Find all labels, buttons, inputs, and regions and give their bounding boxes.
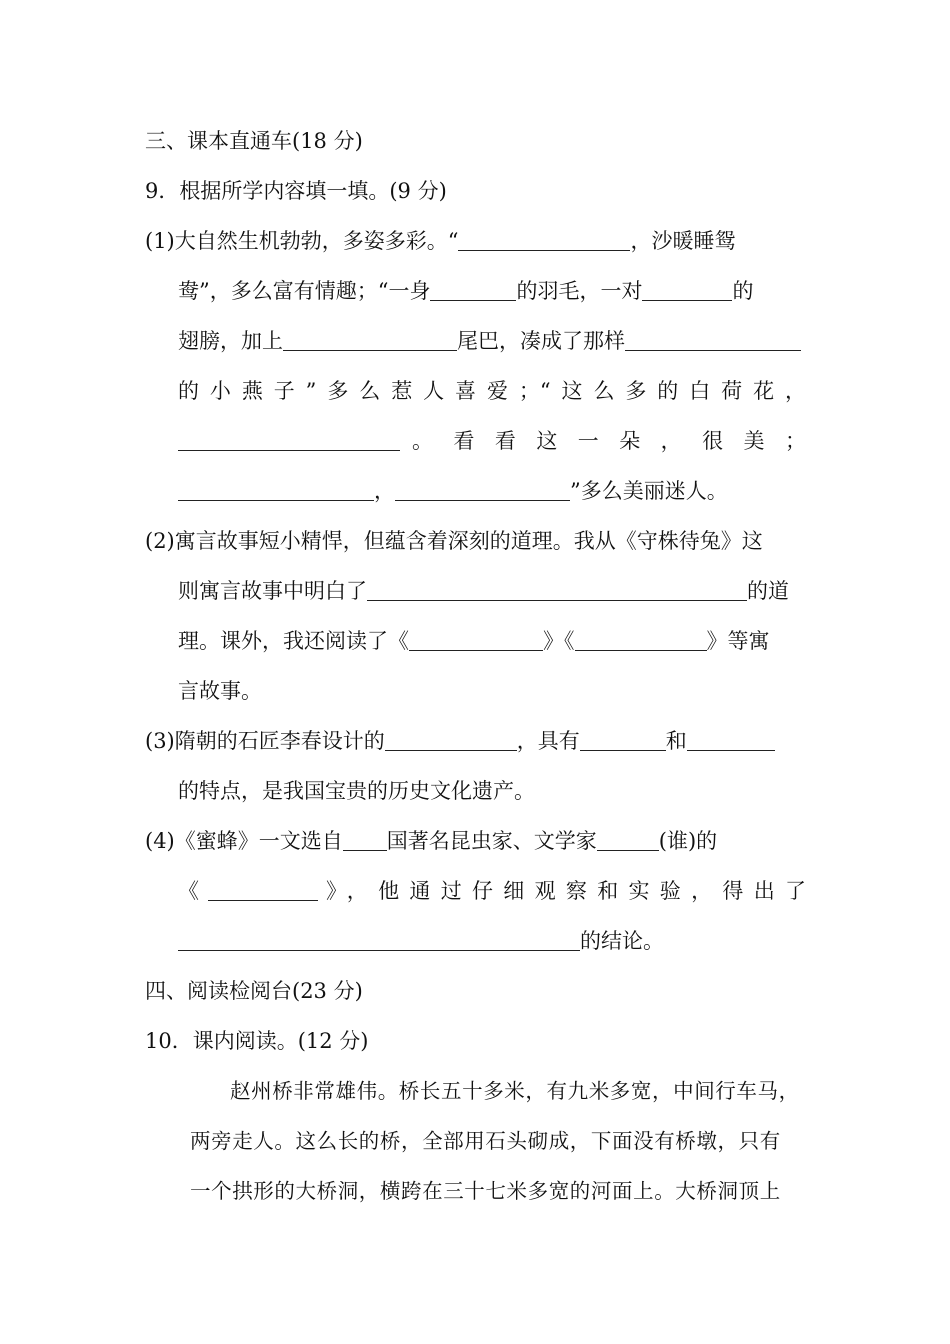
text: 的结论。 bbox=[580, 929, 664, 953]
answer-blank[interactable] bbox=[625, 328, 801, 351]
text: 》等寓 bbox=[706, 629, 770, 653]
answer-blank[interactable] bbox=[178, 928, 580, 951]
text: (1)大自然生机勃勃，多姿多彩。“ bbox=[145, 229, 459, 253]
text: 的 bbox=[732, 279, 754, 303]
q9-part2-line4: 言故事。 bbox=[178, 679, 262, 703]
text: 理。课外，我还阅读了《 bbox=[178, 629, 409, 653]
section-3-title: 三、课本直通车(18 分) bbox=[145, 129, 363, 153]
q10-header: 10．课内阅读。(12 分) bbox=[145, 1029, 369, 1053]
answer-blank[interactable] bbox=[642, 278, 732, 301]
q9-part1-line3 bbox=[178, 327, 801, 355]
q9-part1-line1 bbox=[145, 227, 735, 255]
passage-line-2: 两旁走人。这么长的桥，全部用石头砌成，下面没有桥墩，只有 bbox=[190, 1129, 781, 1153]
text: (谁)的 bbox=[658, 829, 718, 853]
text: (4)《蜜蜂》一文选自 bbox=[145, 829, 343, 853]
text: 的羽毛，一对 bbox=[516, 279, 643, 303]
q9-part4-line2-blank bbox=[208, 877, 318, 905]
answer-blank[interactable] bbox=[208, 878, 318, 901]
text: 》《 bbox=[543, 629, 575, 653]
q9-part2-line2 bbox=[178, 577, 789, 605]
q9-part1-line5 bbox=[178, 427, 400, 455]
text: ， bbox=[374, 479, 395, 503]
text: 《 bbox=[178, 879, 199, 903]
text: 鸯”，多么富有情趣；“一身 bbox=[178, 279, 431, 303]
answer-blank[interactable] bbox=[430, 278, 516, 301]
text: 国著名昆虫家、文学家 bbox=[386, 829, 597, 853]
answer-blank[interactable] bbox=[458, 228, 630, 251]
answer-blank[interactable] bbox=[343, 828, 387, 851]
answer-blank[interactable] bbox=[597, 828, 659, 851]
text: 则寓言故事中明白了 bbox=[178, 579, 367, 603]
passage-line-3: 一个拱形的大桥洞，横跨在三十七米多宽的河面上。大桥洞顶上 bbox=[190, 1179, 781, 1203]
answer-blank[interactable] bbox=[178, 428, 400, 451]
q9-part4-line3 bbox=[178, 927, 664, 955]
passage-line-1: 赵州桥非常雄伟。桥长五十多米，有九米多宽，中间行车马， bbox=[230, 1079, 800, 1103]
answer-blank[interactable] bbox=[178, 478, 374, 501]
text: 的道 bbox=[747, 579, 789, 603]
text: (3)隋朝的石匠李春设计的 bbox=[145, 729, 385, 753]
q9-part1-line6 bbox=[178, 477, 728, 505]
answer-blank[interactable] bbox=[283, 328, 457, 351]
q9-part1-line4: 的小燕子”多么惹人喜爱；“这么多的白荷花， bbox=[178, 379, 806, 403]
q9-part1-line2 bbox=[178, 277, 753, 305]
q9-part2-line3 bbox=[178, 627, 770, 655]
text: ，具有 bbox=[516, 729, 580, 753]
section-4-title: 四、阅读检阅台(23 分) bbox=[145, 979, 363, 1003]
q9-part4-line2-open bbox=[178, 877, 199, 905]
text: ”多么美丽迷人。 bbox=[570, 479, 728, 503]
answer-blank[interactable] bbox=[580, 728, 666, 751]
answer-blank[interactable] bbox=[409, 628, 543, 651]
text: ，沙暖睡鸳 bbox=[630, 229, 736, 253]
answer-blank[interactable] bbox=[395, 478, 570, 501]
q9-part4-line2-text: 》，他通过仔细观察和实验，得出了 bbox=[326, 879, 806, 903]
q9-part4-line1 bbox=[145, 827, 717, 855]
text: 尾巴，凑成了那样 bbox=[457, 329, 625, 353]
q9-part3-line1 bbox=[145, 727, 775, 755]
q9-part3-line2: 的特点，是我国宝贵的历史文化遗产。 bbox=[178, 779, 535, 803]
text: 翅膀，加上 bbox=[178, 329, 283, 353]
q9-part1-line5-text: 。看看这一朵，很美； bbox=[412, 429, 806, 453]
q9-header: 9．根据所学内容填一填。(9 分) bbox=[145, 179, 447, 203]
answer-blank[interactable] bbox=[687, 728, 775, 751]
answer-blank[interactable] bbox=[575, 628, 707, 651]
q9-part2-line1: (2)寓言故事短小精悍，但蕴含着深刻的道理。我从《守株待兔》这 bbox=[145, 529, 763, 553]
answer-blank[interactable] bbox=[385, 728, 517, 751]
answer-blank[interactable] bbox=[367, 578, 747, 601]
text: 和 bbox=[665, 729, 687, 753]
